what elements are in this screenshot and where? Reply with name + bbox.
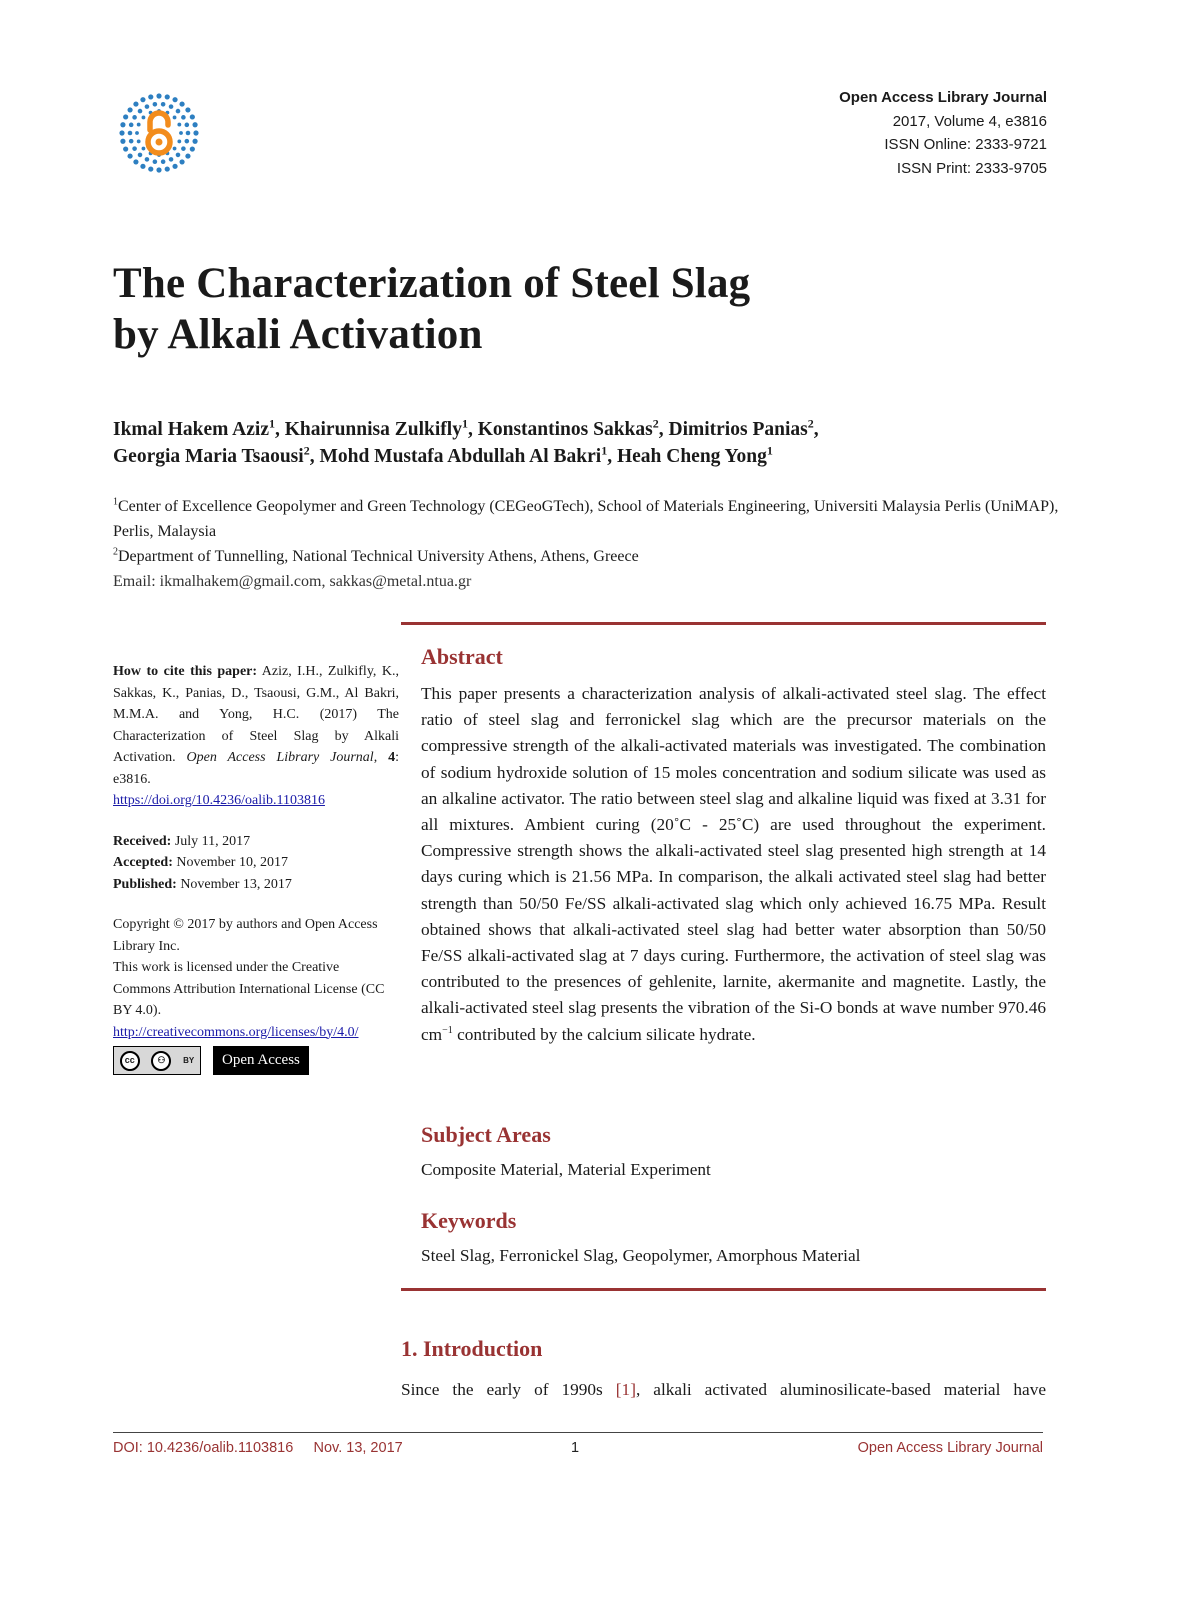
logo-dot [179,159,184,164]
citation-link[interactable]: [1] [615,1380,636,1399]
logo-dot [186,131,191,136]
volume-line: 2017, Volume 4, e3816 [892,112,1047,130]
copyright-text: Copyright © 2017 by authors and Open Access Library Inc. [113,917,378,954]
logo-dot [127,153,132,158]
license-badges [113,1046,399,1075]
paper-title [113,258,750,360]
attribution-icon: ⚇ [151,1051,171,1071]
logo-dot [140,164,145,169]
by-label: BY [183,1055,195,1065]
logo-dot [119,130,124,135]
logo-dot [120,122,125,127]
logo-dot [140,97,145,102]
logo-dot [179,131,183,135]
author: Dimitrios Panias$^2$, [668,416,819,440]
author: Heah Cheng Yong$^1$ [616,443,773,467]
cite-text: Aziz, I.H., Zulkifly, K., Sakkas, K., Panias, D., Tsaousi, G.M., Al Bakri, M.M.A. and Yong, H.C. (2017) The Characterization of Steel Slag by Alkali Activation. [113,664,400,765]
issn-online: ISSN Online: 2333-9721 [884,136,1047,153]
logo-dot [181,115,186,120]
logo-dot [165,166,170,171]
author: Konstantinos Sakkas$^2$, [477,416,669,440]
affiliation-1: $^1$Center of Excellence Geopolymer and Green Technology (CEGeoGTech), School of Materials Engineering, Universiti Malaysia Perlis (UniMAP), Perlis, Malaysia [113,496,1059,540]
copyright-block [113,914,399,1075]
logo-dot [185,123,190,128]
logo-dot [190,146,195,151]
logo-dot [165,94,170,99]
published-date: Published: November 13, 2017 [113,876,292,892]
section-divider [401,1288,1046,1291]
cite-volume: 4 [388,750,396,765]
abstract-text: This paper presents a characterization analysis of alkali-activated steel slag. The effect ratio of steel slag and ferronickel slag which are the precursor materials on the compressive strength of the alkali-activated materials was investigated. The combination of sodium hydroxide solution of 15 moles concentration and sodium silicate was used as an alkaline activator. The ratio between steel slag and alkaline liquid was fixed at 3.31 for all mixtures. Ambient curing (20˚C - 25˚C) are used throughout the experiment. Compressive strength shows the alkali-activated steel slag presented high strength at 14 days curing which is 21.56 MPa. In comparison, the alkali activated steel slag had better strength than 50/50 Fe/SS alkali-activated slag which only achieved 16.75 MPa. Result obtained shows that alkali-activated steel slag had better water absorption than 50/50 Fe/SS alkali-activated slag at 7 days curing. Furthermore, the activation of steel slag was contributed to the presences of gehlenite, larnite, akermanite and magnetite. Lastly, the alkali-activated steel slag presents the vibration of the Si-O bonds at wave number 970.46 $cm^{-1}$ contributed by the calcium silicate hydrate. [421,684,1046,1044]
logo-dot [176,153,181,158]
logo-dot [138,153,143,158]
author: Ikmal Hakem Aziz$^1$, [113,416,285,440]
journal-name: Open Access Library Journal [839,89,1047,106]
logo-dot [172,97,177,102]
logo-dot [181,146,186,151]
logo-dot [142,116,146,120]
keywords-text: Steel Slag, Ferronickel Slag, Geopolymer, Amorphous Material [421,1246,861,1265]
keywords-heading: Keywords [421,1208,517,1233]
logo-dot [179,101,184,106]
logo-dot [142,147,146,151]
open-access-badge[interactable]: Open Access [213,1046,309,1075]
footer-doi: DOI: 10.4236/oalib.1103816 [113,1440,294,1456]
logo-dot [161,159,166,164]
logo-dot [153,159,158,164]
logo-dot [128,131,133,136]
logo-dot [190,114,195,119]
logo-dot [173,116,177,120]
logo-dot [138,109,143,114]
author-list [113,416,1073,470]
logo-dot [145,104,150,109]
logo-dot [145,157,150,162]
logo-dot [192,122,197,127]
issn-print: ISSN Print: 2333-9705 [896,159,1047,177]
license-text: This work is licensed under the Creative Commons Attribution International License (CC BY 4.0). [113,960,385,1018]
author: Khairunnisa Zulkifly$^1$, [284,416,478,440]
footer-divider [113,1432,1043,1433]
cc-by-badge[interactable] [113,1046,201,1075]
author: Mohd Mustafa Abdullah Al Bakri$^1$, [319,443,617,467]
logo-dot [172,164,177,169]
logo-dot [185,139,190,144]
logo-dot [148,166,153,171]
license-link[interactable]: http://creativecommons.org/licenses/by/4.0/ [113,1024,359,1040]
logo-dot [173,147,177,151]
logo-dot [133,101,138,106]
title-line-2: by Alkali Activation [113,311,483,358]
logo-dot [169,104,174,109]
logo-dot [120,139,125,144]
logo-dot [129,139,134,144]
logo-dot [185,107,190,112]
sidebar [113,661,399,1075]
cc-icon: cc [120,1051,140,1071]
logo-dot [185,153,190,158]
logo-dot [156,167,161,172]
how-to-cite: How to cite this paper: Aziz, I.H., Zulkifly, K., Sakkas, K., Panias, D., Tsaousi, G.M., Al Bakri, M.M.A. and Yong, H.C. (2017) The Characterization of Steel Slag by Alkali Activation. Open Access Library Journal, 4: e3816. https://doi.org/10.4236/oalib.1103816 [113,664,400,808]
open-access-logo-icon [118,92,200,174]
logo-dot [156,93,161,98]
logo-dot [148,94,153,99]
logo-dot [177,123,181,127]
affiliations [113,494,1063,594]
cite-label: How to cite this paper: [113,664,258,679]
subject-areas-text: Composite Material, Material Experiment [421,1160,711,1179]
doi-link[interactable]: https://doi.org/10.4236/oalib.1103816 [113,793,325,808]
logo-dot [192,139,197,144]
logo-dot [137,123,141,127]
page-number: 1 [571,1440,580,1456]
logo-graphic [118,92,200,174]
journal-info [839,86,1047,180]
section-divider [401,622,1046,625]
logo-dot [132,115,137,120]
logo-dot [193,130,198,135]
received-date: Received: July 11, 2017 [113,833,251,849]
logo-dot [132,146,137,151]
logo-dot [123,146,128,151]
author: Georgia Maria Tsaousi$^2$, [113,443,320,467]
subject-areas-heading: Subject Areas [421,1122,551,1147]
logo-dot [177,140,181,144]
logo-dot [153,102,158,107]
logo-dot [161,102,166,107]
logo-dot [169,157,174,162]
title-line-1: The Characterization of Steel Slag [113,260,751,307]
footer-date: Nov. 13, 2017 [313,1440,403,1456]
email-line[interactable]: Email: ikmalhakem@gmail.com, sakkas@metal.ntua.gr [113,573,472,590]
logo-dot [176,109,181,114]
affiliation-2: $^2$Department of Tunnelling, National Technical University Athens, Athens, Greece [113,546,639,565]
footer-journal: Open Access Library Journal [857,1440,1043,1456]
dates [113,831,399,896]
logo-dot [129,123,134,128]
introduction-text: Since the early of 1990s [1], alkali activated aluminosilicate-based material have [401,1380,1046,1399]
logo-dot [127,107,132,112]
logo-dot [133,159,138,164]
introduction-heading: 1. Introduction [401,1336,543,1361]
logo-dot [137,140,141,144]
abstract-heading: Abstract [421,644,503,669]
logo-dot [123,114,128,119]
accepted-date: Accepted: November 10, 2017 [113,855,288,870]
cite-journal: Open Access Library Journal [186,750,374,765]
logo-dot [135,131,139,135]
